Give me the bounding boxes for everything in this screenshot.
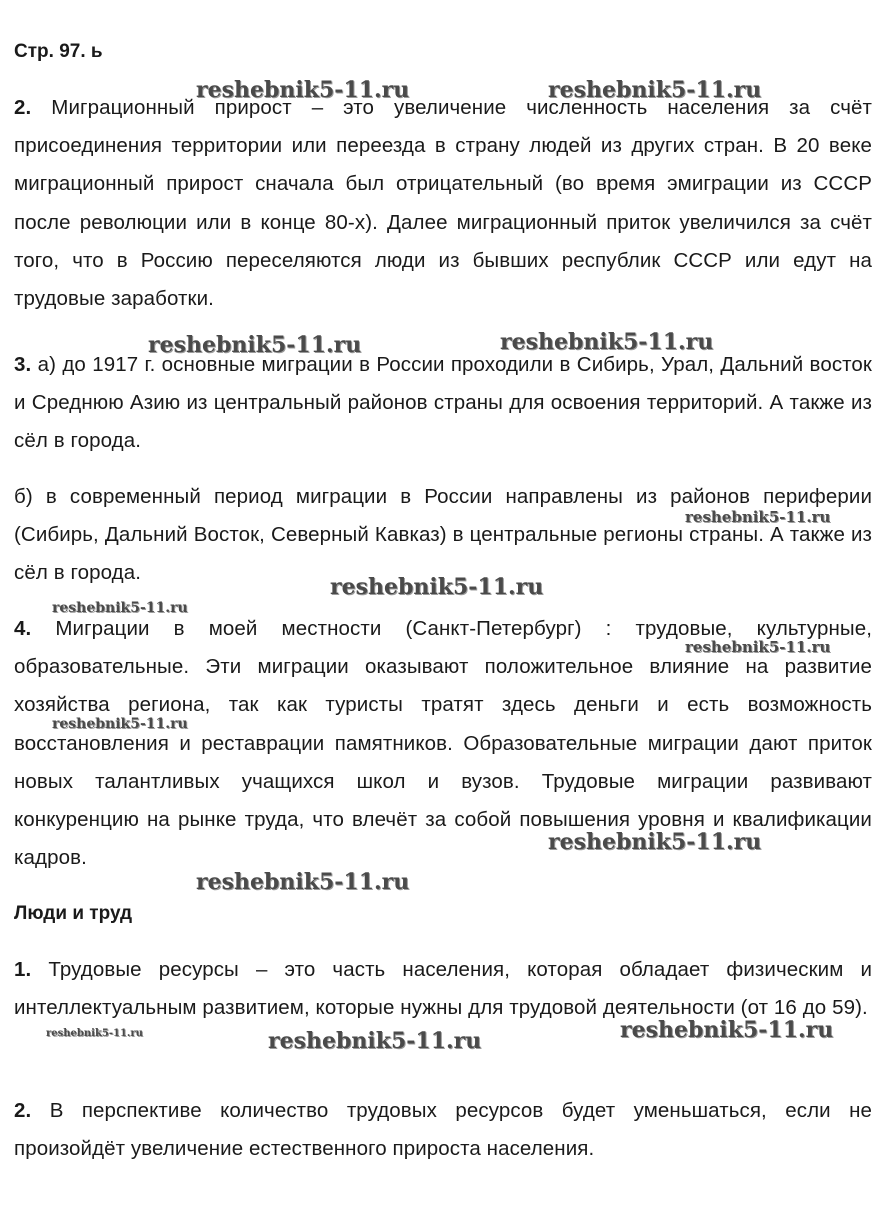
watermark-text: reshebnik5-11.ru [268, 1028, 482, 1054]
watermark-text: reshebnik5-11.ru [548, 77, 762, 103]
watermark-text: reshebnik5-11.ru [52, 716, 188, 732]
item-number: 2. [14, 1099, 32, 1122]
watermark-text: reshebnik5-11.ru [148, 332, 362, 358]
paragraph-text: а) до 1917 г. основные миграции в России проходили в Сибирь, Урал, Дальний восток и Среднюю Азию из центральный районов страны для освоения территорий. А также из сёл в города. [14, 353, 872, 453]
watermark-text: reshebnik5-11.ru [685, 638, 831, 656]
paragraph-2 [14, 89, 872, 318]
watermark-text: reshebnik5-11.ru [46, 1028, 143, 1039]
paragraph-text: Миграции в моей местности (Санкт-Петербург) : трудовые, культурные, образовательные. Эти миграции оказывают положительное влияние на развитие хозяйства региона, так как туристы тратят здесь деньги и есть возможность восстановления и реставрации памятников. Образовательные миграции дают приток новых талантливых учащихся школ и вузов. Трудовые миграции развивают конкуренцию на рынке труда, что влечёт за собой повышения уровня и квалификации кадров. [14, 617, 872, 870]
paragraph-text: В перспективе количество трудовых ресурсов будет уменьшаться, если не произойдёт увеличение естественного прироста населения. [14, 1099, 872, 1161]
watermark-text: reshebnik5-11.ru [330, 574, 544, 600]
paragraph-text: б) в современный период миграции в России направлены из районов периферии (Сибирь, Дальний Восток, Северный Кавказ) в центральные регионы страны. А также из сёл в города. [14, 485, 872, 585]
watermark-text: reshebnik5-11.ru [196, 77, 410, 103]
paragraph-text: Миграционный прирост – это увеличение численность населения за счёт присоединения территории или переезда в страну людей из других стран. В 20 веке миграционный прирост сначала был отрицательный (во время эмиграции из СССР после революции или в конце 80-х). Далее миграционный приток увеличился за счёт того, что в Россию переселяются люди из бывших республик СССР или едут на трудовые заработки. [14, 96, 873, 311]
section-title: Люди и труд [14, 903, 133, 924]
question-1 [14, 951, 872, 1027]
item-number: 4. [14, 617, 32, 640]
watermark-text: reshebnik5-11.ru [620, 1017, 834, 1043]
item-number: 3. [14, 353, 32, 376]
paragraph-text: Трудовые ресурсы – это часть населения, которая обладает физическим и интеллектуальным развитием, которые нужны для трудовой деятельности (от 16 до 59). [14, 958, 872, 1020]
item-number: 2. [14, 96, 32, 119]
paragraph-4 [14, 610, 872, 877]
question-2 [14, 1092, 872, 1168]
watermark-text: reshebnik5-11.ru [685, 508, 831, 526]
paragraph-3b [14, 478, 872, 593]
watermark-text: reshebnik5-11.ru [548, 829, 762, 855]
paragraph-3a [14, 346, 872, 461]
watermark-text: reshebnik5-11.ru [196, 869, 410, 895]
watermark-text: reshebnik5-11.ru [52, 600, 188, 616]
item-number: 1. [14, 958, 32, 981]
page-label: Стр. 97. ь [14, 41, 103, 62]
watermark-text: reshebnik5-11.ru [500, 329, 714, 355]
